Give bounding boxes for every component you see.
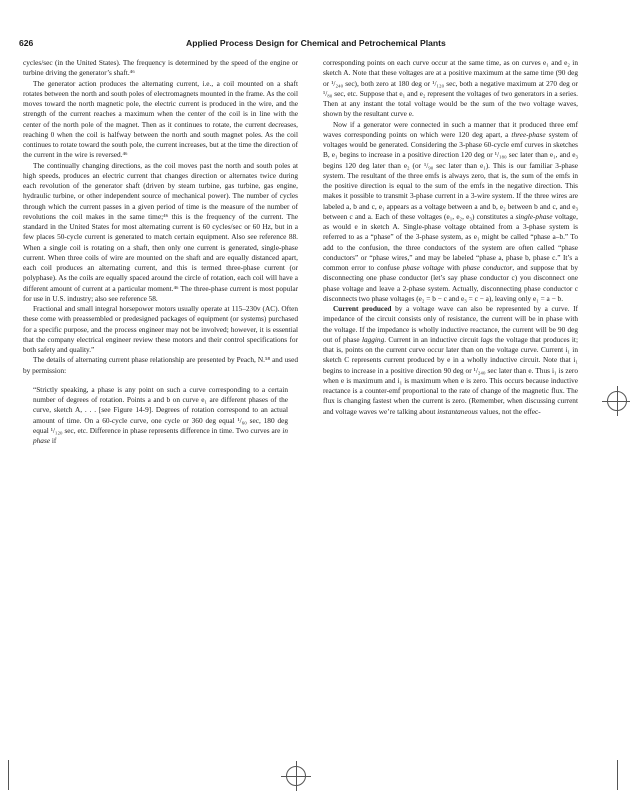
emphasis-lags: lags	[480, 334, 493, 344]
left-column	[23, 58, 298, 446]
crop-mark-left	[8, 760, 9, 790]
paragraph-three-phase	[323, 120, 578, 305]
quote-text-end: if	[50, 436, 57, 445]
emphasis-phase-voltage: phase voltage	[402, 263, 445, 272]
text-segment: values, not the effec-	[477, 406, 541, 416]
text-segment: system of voltages would be generated. Considering the 3-phase 60-cycle emf curves in sketches B, e₁ begins to increase in a positive direction 120 deg or ¹/₁₈₀ sec later than e₁, and e₃ begins 120 deg later than e₂ (or ¹/₉₀ sec later than e₁). This is our familiar 3-phase system. The resultant of the three emfs is always zero, that is, the sum of the emfs in the positive direction is equal to the sum of the emfs in the negative direction. This makes it possible to transmit 3-phase current in a 3-wire system. If the three wires are labeled a, b and c, e₁ appears as a voltage between a and b, e₂ between b and c, and e₃ between c and a. Each of these voltages (e₁, e₂, e₃) constitutes a	[323, 129, 578, 221]
emphasis-instantaneous: instantaneous	[437, 406, 478, 416]
paragraph-changing-directions: The continually changing directions, as the coil moves past the north and south poles at high speeds, produces an electric current that changes direction or alternates twice during each revolution of the generator shaft (driven by steam turbine, gas turbine, gas engine, hydraulic turbine, or other independent source of mechanical power). The number of cycles through which the current passes in a given period of time is the measure of the number of revolutions the coil makes in the same time;⁴⁶ this is the frequency of the current. The standard in the United States for most alternating current is 60 cycles/sec or 60 Hz, but in a few places 50-cycle current is generated to match certain equipment. Also see reference 88. When a single coil is rotating on a shaft, then only one current is generated, single-phase current. When three coils of wire are mounted on the shaft and are equally distanced apart, each coil produces an alternating current, and this is termed three-phase current (or polyphase). As the coils are equally spaced around the circle of rotation, each coil will have a different amount of current at a particular moment.⁴⁶ The three-phase current is most popular for use in U.S. industry; also see reference 58.	[23, 160, 298, 303]
text-segment: voltage, as would e in sketch A. Single-phase voltage obtained from a 3-phase system is referred to as a “phase” of the 3-phase system, as e₁ might be called “phase a–b.” To add to the confusion, the three conductors of the system are often called “phase conductors” or “phase wires,” and may be labeled “phase a, phase b, phase c.” It’s a common error to confuse	[323, 211, 578, 272]
paragraph-small-motors: Fractional and small integral horsepower motors usually operate at 115–230v (AC). Often these come with preassembled or predesigned packages of equipment (or systems) purchased for a specific purpose, and the process engineer may not be involved; however, it is essential that the company electrical engineer review these motors and their control specifications for both safety and quality.”	[23, 304, 298, 354]
text-segment: , and suppose that by disconnecting one phase conductor (let’s say phase conductor c) you disconnect one phase voltage and leave a 2-phase system. Actually, disconnecting phase conductor c disconnects two phase voltages (e₂ = b − c and e₃ = c − a), leaving only e₁ = a − b.	[323, 263, 579, 303]
emphasis-single-phase: single-phase	[515, 211, 553, 221]
registration-mark-bottom	[286, 766, 306, 786]
text-segment: the voltage that produces it; that is, points on the current curve occur later than on the voltage curve. Current i₁ in sketch C represents current produced by e in a wholly inductive circuit. Note that i₁ begins to increase in a positive direction 90 deg or ¹/₂₄₀ sec later than e. Thus i₁ is zero when e is maximum and i₁ is maximum when e is zero. This occurs because inductive reactance is a counter-emf proportional to the rate of change of the magnetic flux. The flux is changing fastest when the current is zero. (Remember, when discussing current and voltage waves we’re talking about	[323, 334, 578, 416]
crop-mark-right	[617, 760, 618, 790]
emphasis-phase-conductor: phase conductor	[462, 263, 513, 272]
bold-current-produced: Current produced	[333, 304, 392, 313]
text-segment: by a voltage wave can also be represented by a curve. If impedance of the circuit consists only of resistance, the current will be in phase with the voltage. If the impedance is wholly inductive reactance, the current will be 90 deg out of phase	[323, 304, 578, 344]
page-number: 626	[19, 38, 34, 48]
page-header	[0, 38, 630, 52]
paragraph-phase-relationship: The details of alternating current phase relationship are presented by Peach, N.⁵⁸ and used by permission:	[23, 355, 298, 375]
paragraph-frequency: cycles/sec (in the United States). The frequency is determined by the speed of the engine or turbine driving the generator’s shaft.⁴⁶	[23, 58, 298, 78]
text-segment: . Current in an inductive circuit	[384, 334, 481, 344]
block-quote	[33, 385, 288, 447]
emphasis-lagging: lagging	[361, 334, 385, 344]
paragraph-generator-action: The generator action produces the alternating current, i.e., a coil mounted on a shaft rotates between the north and south poles of electromagnets mounted in the frame. As the coil moves toward the north magnetic pole, the electric current is produced in the wire, and the strength of the current reaches a maximum when the center of the coil is in line with the center of the north pole of the magnet. Then as it continues to rotate, the current decreases, reaching 0 when the coil is halfway between the north and south magnet poles. As the coil continues to rotate toward the south pole, the current increases, but at the time the direction of the current in the wire is reversed.⁴⁶	[23, 78, 298, 160]
running-title: Applied Process Design for Chemical and Petrochemical Plants	[186, 38, 446, 48]
quote-continuation: corresponding points on each curve occur at the same time, as on curves e₁ and e₂ in sketch A. Note that these voltages are at a positive maximum at the same time (90 deg or ¹/₂₄₀ sec), both zero at 180 deg or ¹/₁₂₀ sec, both a negative maximum at 270 deg or ¹/₈₀ sec, etc. Suppose that e₁ and e₂ represent the voltages of two generators in a series. Then at any instant the total voltage would be the sum of the two voltage waves, shown by the resultant curve e.	[323, 58, 578, 119]
paragraph-current-produced	[323, 304, 578, 417]
quote-text: “Strictly speaking, a phase is any point on such a curve corresponding to a certain number of degrees of rotation. Points a and b on curve e₁ are different phases of the curve, sketch A, . . . [see Figure 14-9]. Degrees of rotation correspond to an actual amount of time. On a 60-cycle curve, one cycle or 360 deg equal ¹/₆₀ sec, 180 deg equal ¹/₁₂₀ sec, etc. Difference in phase represents difference in time. Two curves are	[33, 384, 288, 435]
registration-mark-right	[607, 391, 627, 411]
right-column	[313, 58, 588, 417]
text-segment: with	[444, 263, 463, 272]
emphasis-three-phase: three-phase	[511, 129, 546, 139]
text-segment: Now if a generator were connected in such a manner that it produced three emf waves corresponding points on which were 120 deg apart, a	[323, 119, 578, 139]
emphasis-in-phase: in phase	[33, 425, 288, 445]
